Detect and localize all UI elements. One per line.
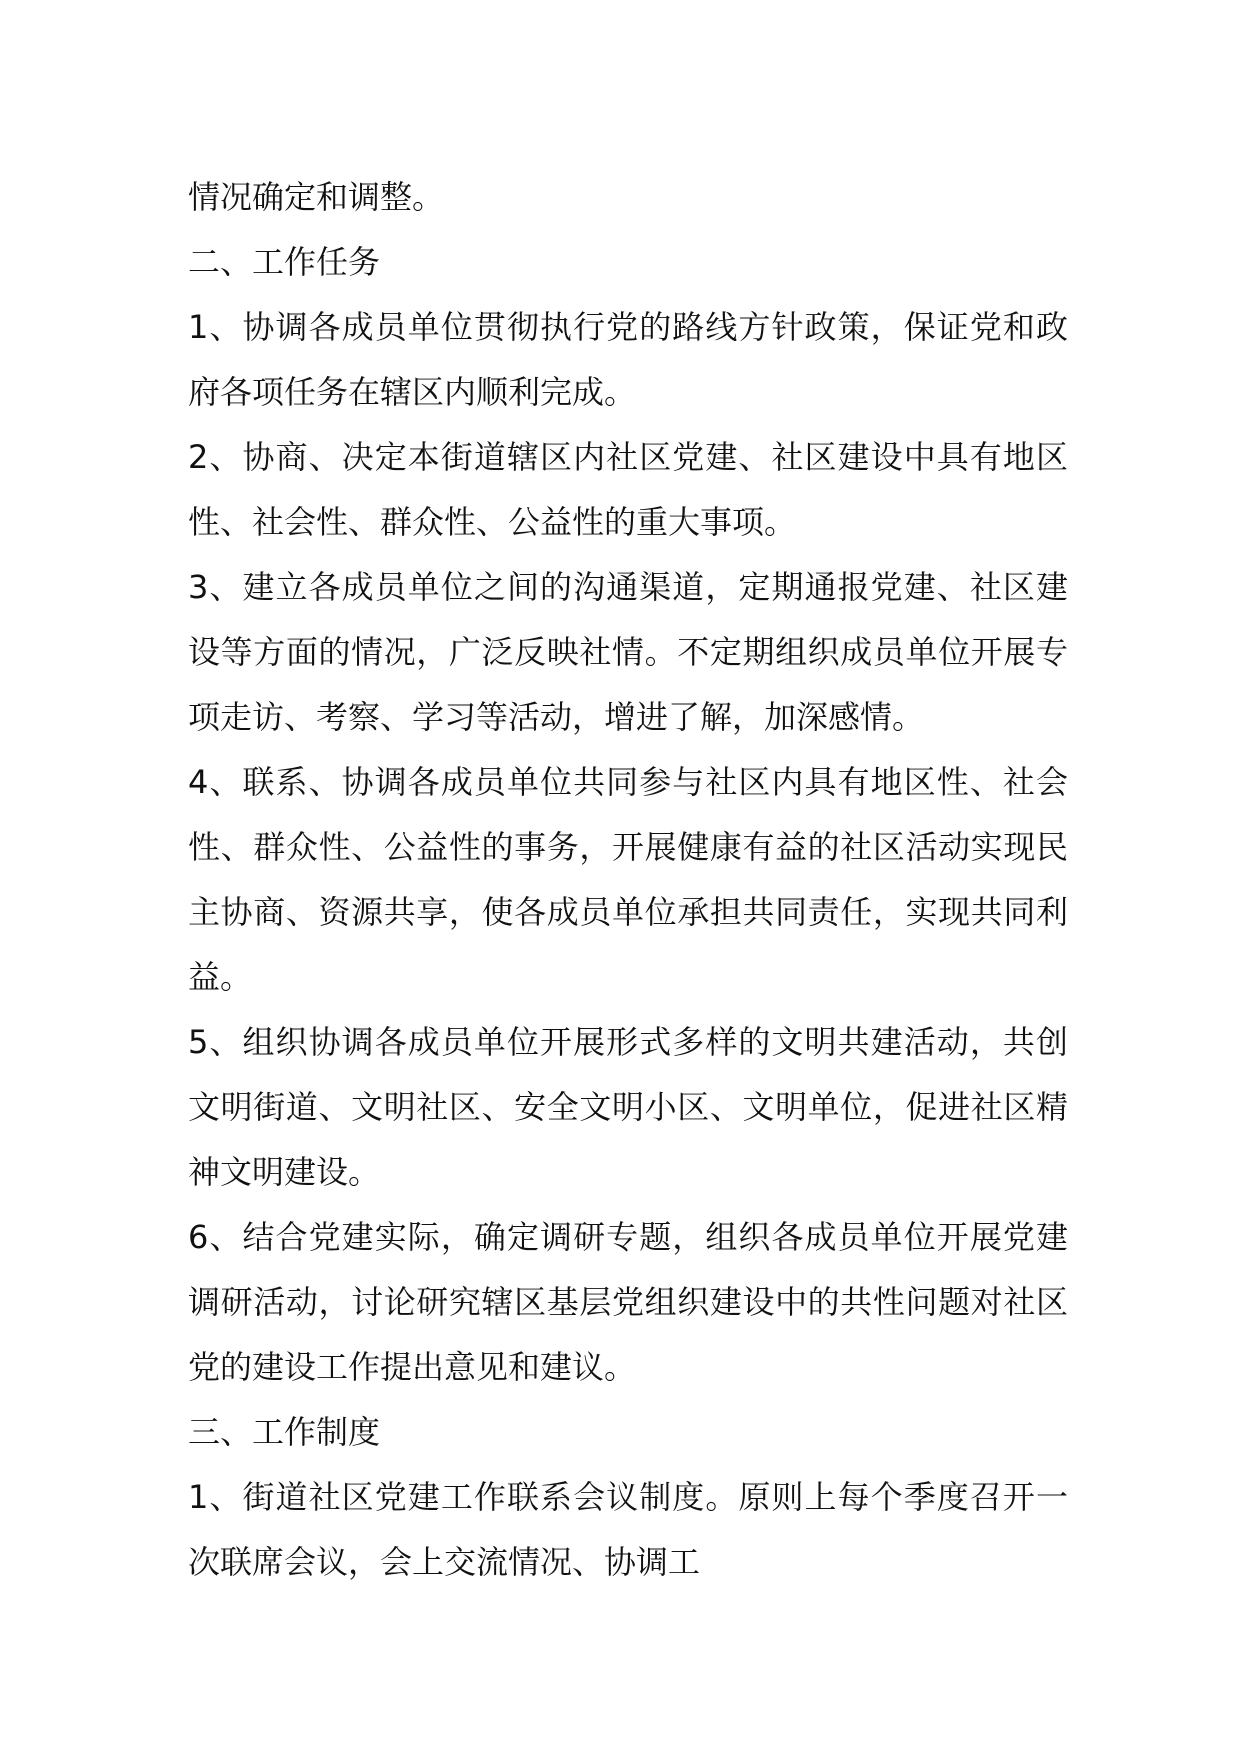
- task-item-1: 1、协调各成员单位贯彻执行党的路线方针政策，保证党和政府各项任务在辖区内顺利完成。: [188, 308, 1068, 411]
- task-item-3: 3、建立各成员单位之间的沟通渠道，定期通报党建、社区建设等方面的情况，广泛反映社情。不定期组织成员单位开展专项走访、考察、学习等活动，增进了解，加深感情。: [188, 568, 1068, 736]
- task-item-2: 2、协商、决定本街道辖区内社区党建、社区建设中具有地区性、社会性、群众性、公益性的重大事项。: [188, 438, 1068, 541]
- document-body: [188, 165, 1068, 1595]
- paragraph-continuation: 情况确定和调整。: [188, 178, 445, 216]
- system-item-1: 1、街道社区党建工作联系会议制度。原则上每个季度召开一次联席会议，会上交流情况、协调工: [188, 1478, 1068, 1581]
- section-heading-tasks: 二、工作任务: [188, 243, 381, 281]
- task-item-6: 6、结合党建实际，确定调研专题，组织各成员单位开展党建调研活动，讨论研究辖区基层党组织建设中的共性问题对社区党的建设工作提出意见和建议。: [188, 1218, 1068, 1386]
- task-item-5: 5、组织协调各成员单位开展形式多样的文明共建活动，共创文明街道、文明社区、安全文明小区、文明单位，促进社区精神文明建设。: [188, 1023, 1068, 1191]
- task-item-4: 4、联系、协调各成员单位共同参与社区内具有地区性、社会性、群众性、公益性的事务，开展健康有益的社区活动实现民主协商、资源共享，使各成员单位承担共同责任，实现共同利益。: [188, 763, 1068, 996]
- section-heading-system: 三、工作制度: [188, 1413, 381, 1451]
